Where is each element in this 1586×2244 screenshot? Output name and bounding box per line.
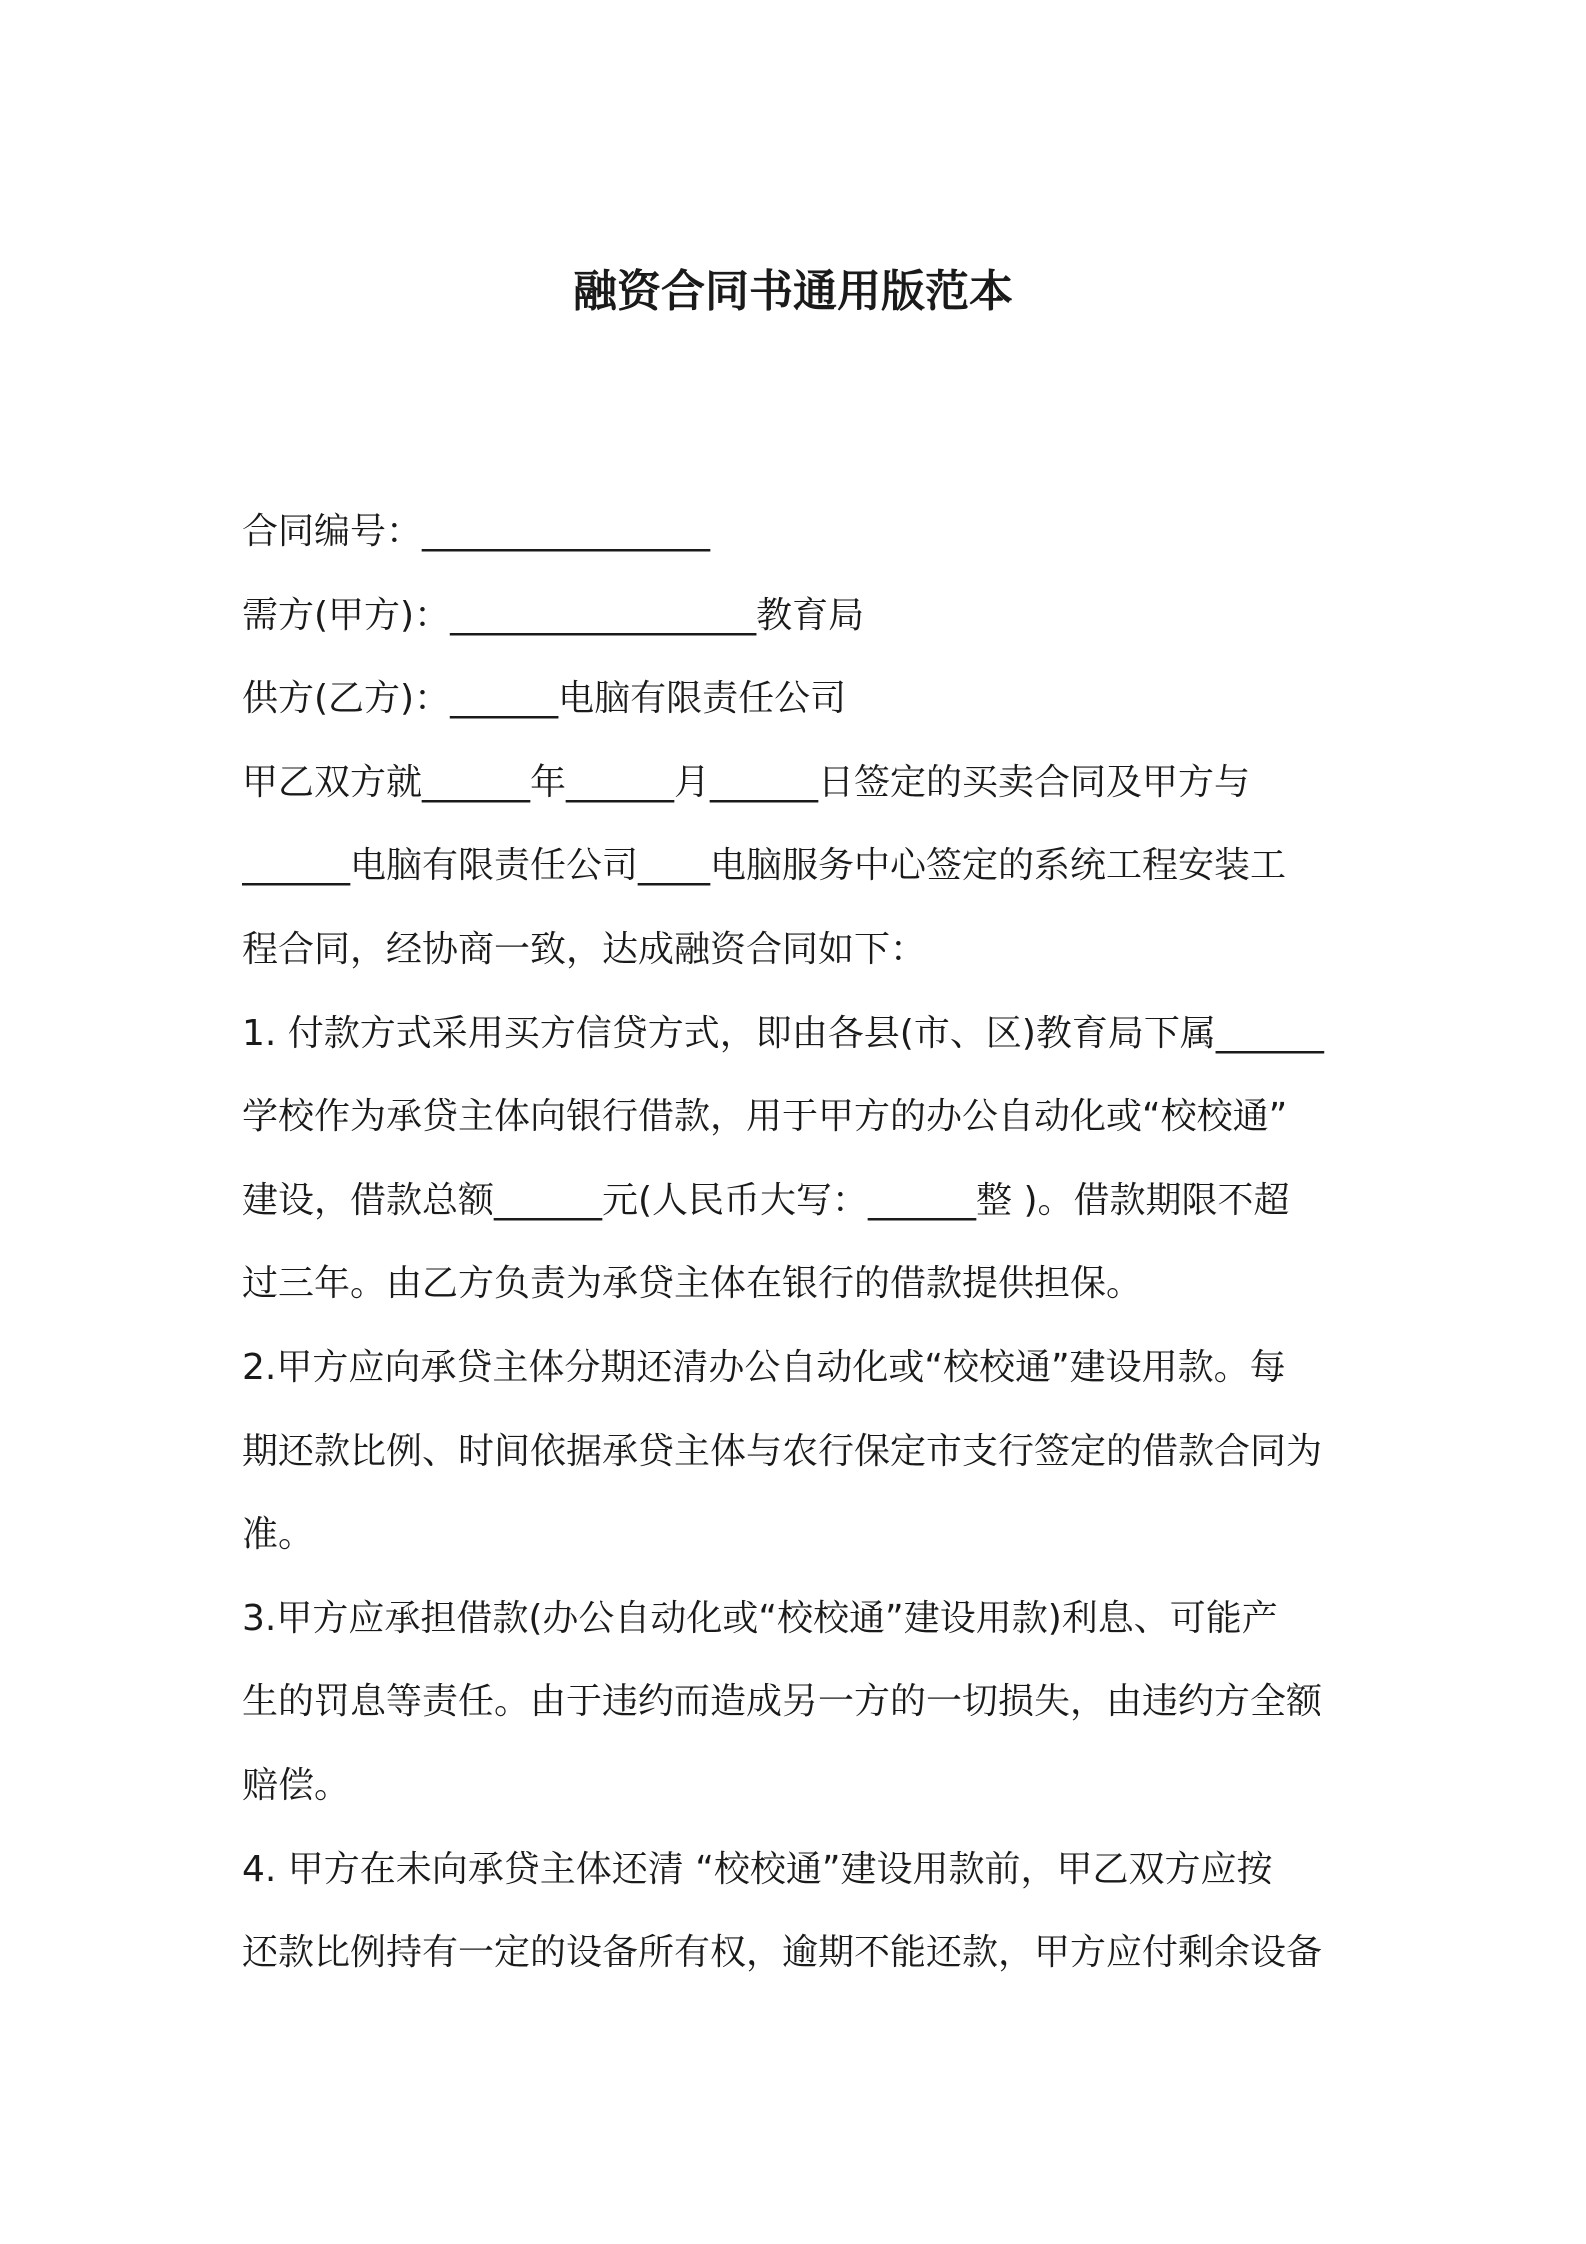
document-title: 融资合同书通用版范本 [573,266,1013,317]
clause-2-line: 准。 [242,1514,315,1556]
clause-4-line: 4. 甲方在未向承贷主体还清 “校校通”建设用款前，甲乙双方应按 [242,1848,1273,1890]
party-a-line: 需方(甲方)：_________________教育局 [242,594,865,636]
contract-number-line: 合同编号：________________ [242,511,711,552]
paragraph-line: 程合同，经协商一致，达成融资合同如下： [242,928,927,970]
paragraph-line: 甲乙双方就______年______月______日签定的买卖合同及甲方与 [242,761,1251,803]
clause-3-line: 3.甲方应承担借款(办公自动化或“校校通”建设用款)利息、可能产 [242,1597,1278,1639]
clause-4-line: 还款比例持有一定的设备所有权，逾期不能还款，甲方应付剩余设备 [242,1932,1323,1974]
clause-2-line: 2.甲方应向承贷主体分期还清办公自动化或“校校通”建设用款。每 [242,1346,1286,1388]
clause-1-line: 学校作为承贷主体向银行借款，用于甲方的办公自动化或“校校通” [242,1096,1288,1138]
paragraph-line: ______电脑有限责任公司____电脑服务中心签定的系统工程安装工 [242,845,1287,887]
clause-3-line: 生的罚息等责任。由于违约而造成另一方的一切损失，由违约方全额 [242,1681,1323,1723]
clause-1-line: 建设，借款总额______元(人民币大写：______整 )。借款期限不超 [242,1179,1290,1221]
document-body [242,490,1348,1995]
clause-1-line: 1. 付款方式采用买方信贷方式，即由各县(市、区)教育局下属______ [242,1012,1324,1054]
clause-3-line: 赔偿。 [242,1764,351,1806]
clause-1-line: 过三年。由乙方负责为承贷主体在银行的借款提供担保。 [242,1263,1143,1305]
party-b-line: 供方(乙方)：______电脑有限责任公司 [242,678,847,720]
clause-2-line: 期还款比例、时间依据承贷主体与农行保定市支行签定的借款合同为 [242,1430,1323,1472]
